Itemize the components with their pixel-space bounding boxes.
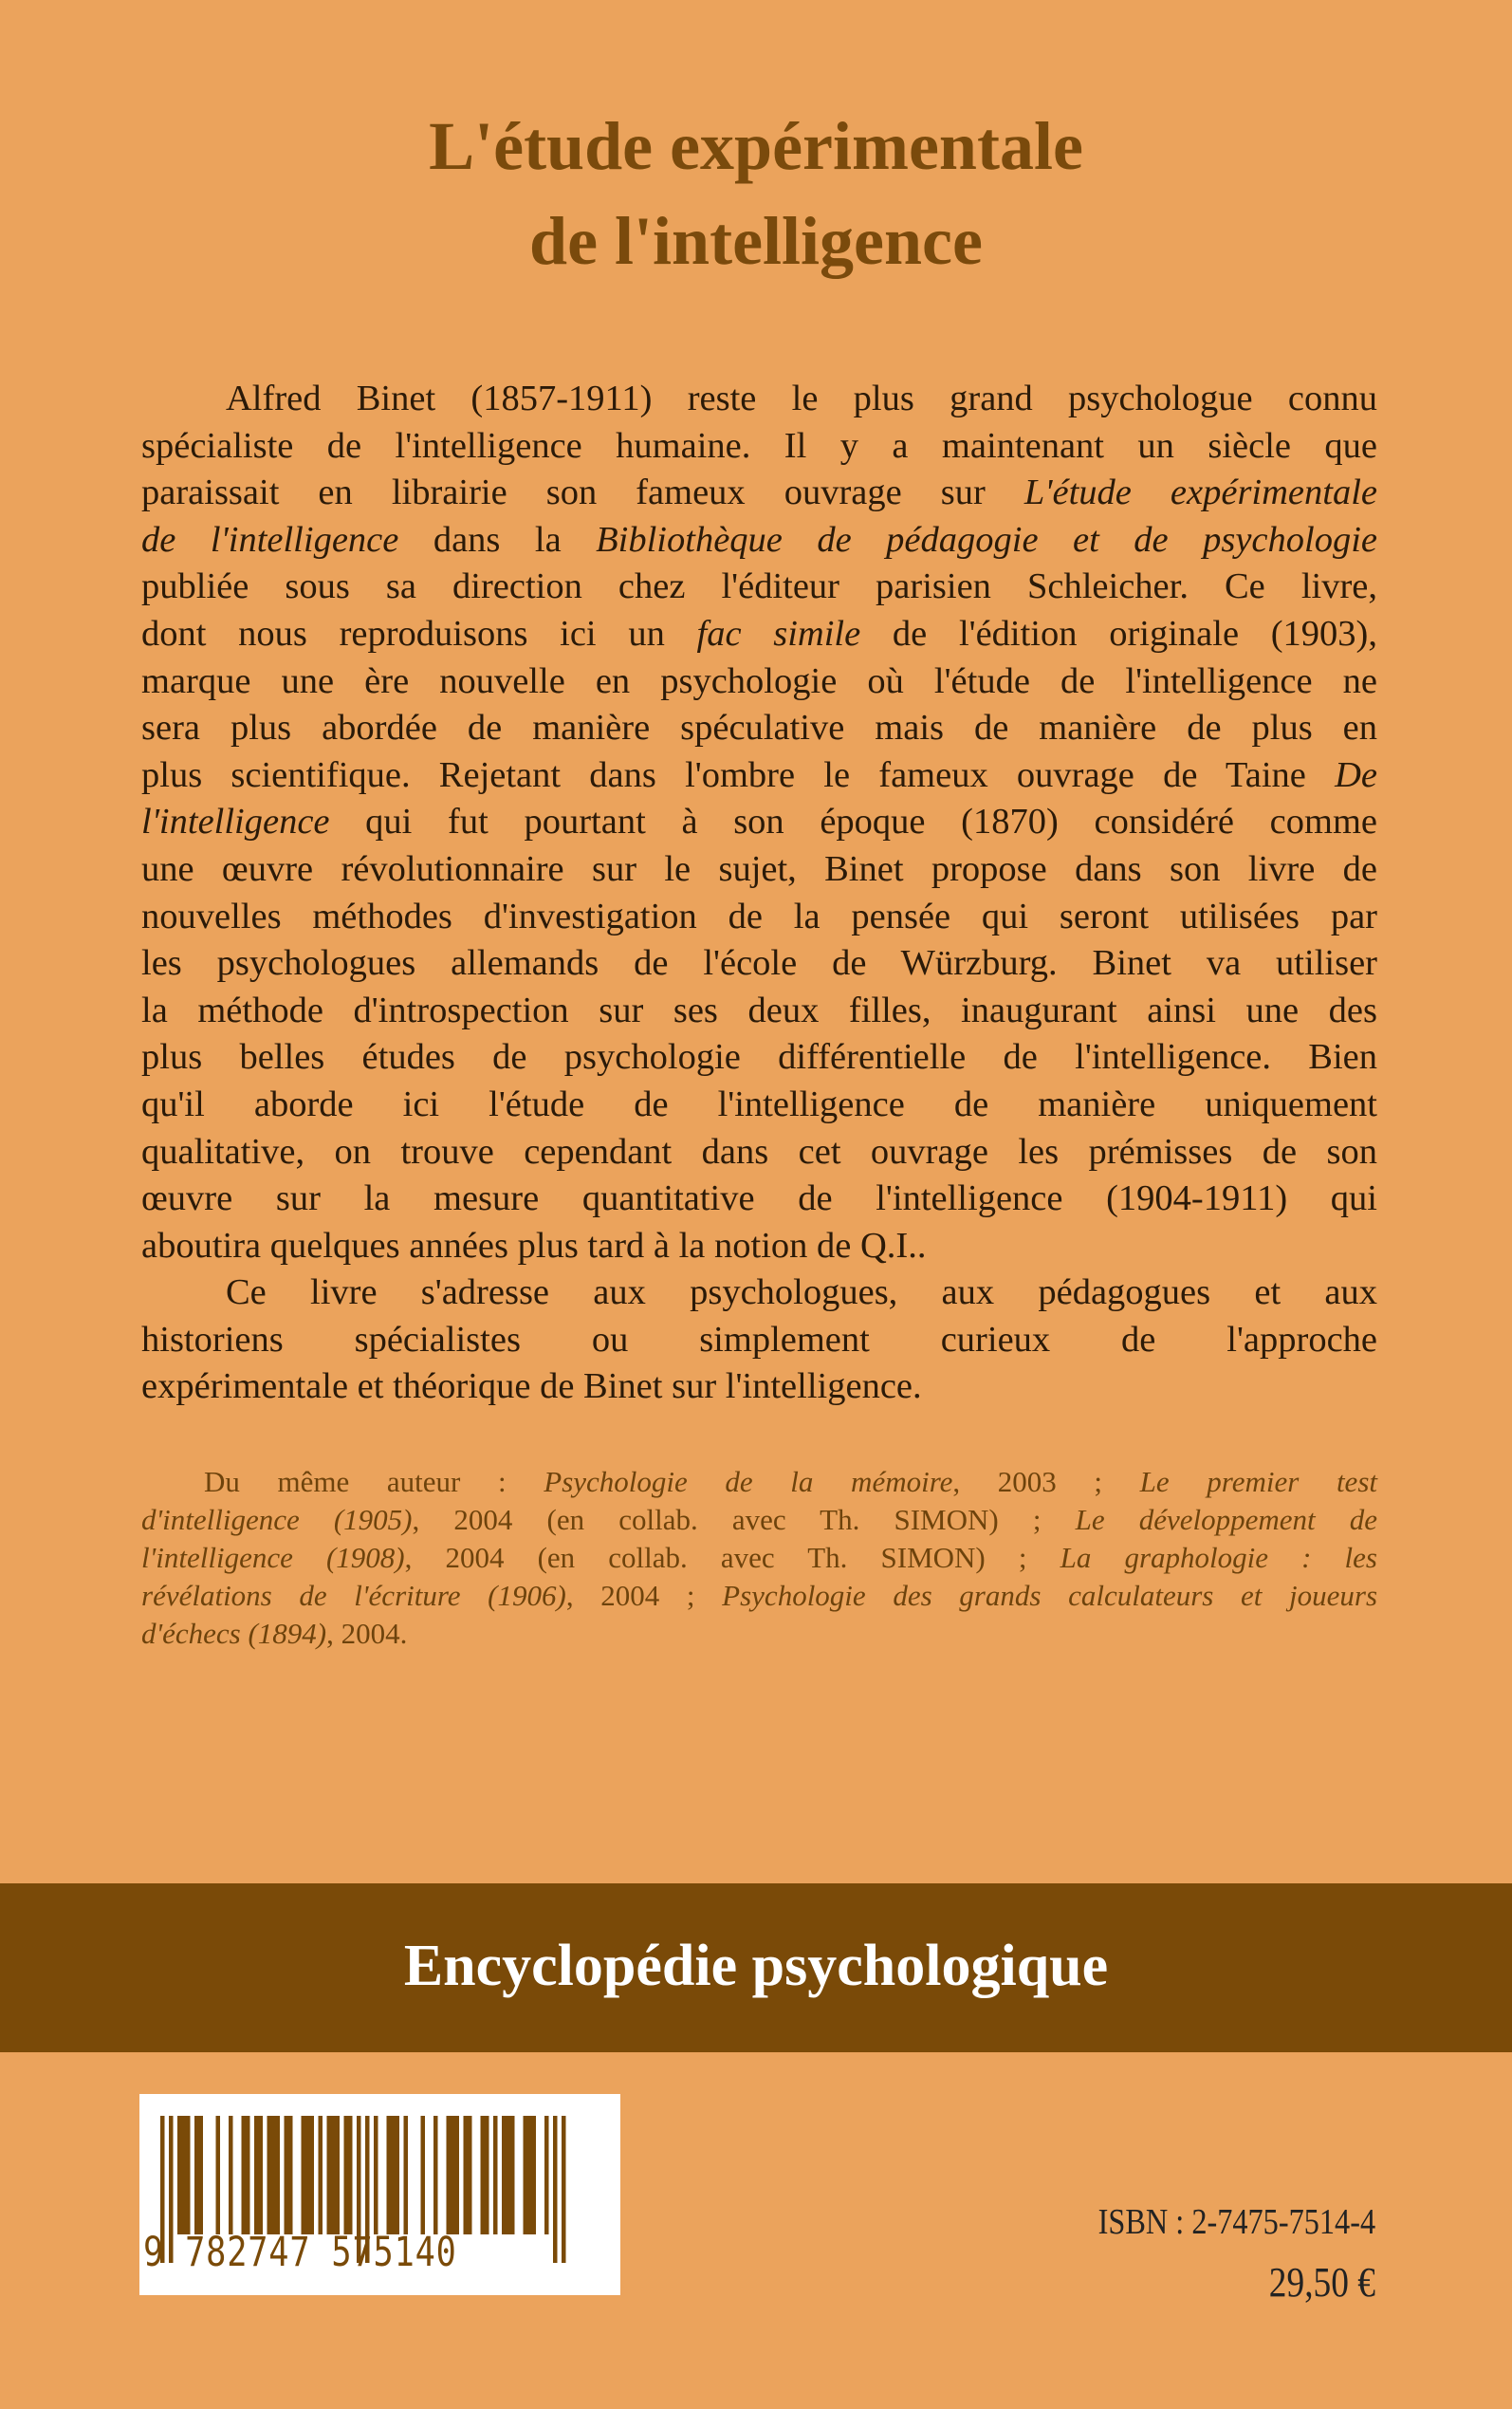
barcode-bar — [199, 2116, 204, 2234]
barcode-bar — [186, 2116, 191, 2234]
italic-text: Psychologie de la mémoire — [544, 1465, 953, 1498]
text-segment: qui fut pourtant à son époque (1870) considéré comme — [329, 802, 1377, 843]
barcode-bar — [451, 2116, 455, 2234]
text-line — [141, 846, 1377, 894]
text-line — [141, 1223, 1377, 1270]
italic-text: Psychologie des grands calculateurs et joueurs — [722, 1579, 1378, 1612]
barcode-bar — [544, 2116, 549, 2234]
barcode-bar — [182, 2116, 187, 2234]
text-line — [141, 1269, 1377, 1317]
text-segment: œuvre sur la mesure quantitative de l'intelligence (1904-1911) qui — [141, 1178, 1377, 1219]
italic-text: Le premier test — [1139, 1465, 1377, 1498]
barcode-bar — [259, 2116, 264, 2234]
book-title-line-1: L'étude expérimentale — [429, 108, 1083, 184]
text-line — [141, 1034, 1377, 1082]
barcode-bar — [246, 2116, 250, 2234]
text-line — [141, 894, 1377, 941]
series-name: Encyclopédie psychologique — [403, 1934, 1109, 1998]
barcode-bar — [493, 2116, 498, 2234]
text-segment: de l'édition originale (1903), — [860, 613, 1377, 654]
text-segment: , 2004 (en collab. avec Th. SIMON) ; — [404, 1541, 1060, 1574]
text-line — [141, 658, 1377, 706]
text-segment: la méthode d'introspection sur ses deux filles, inaugurant ainsi une des — [141, 990, 1377, 1030]
text-line — [141, 1577, 1377, 1615]
text-line — [141, 752, 1377, 800]
italic-text: fac simile — [696, 613, 861, 654]
text-segment: qu'il aborde ici l'étude de l'intelligence de manière uniquement — [141, 1084, 1377, 1124]
barcode-bar — [455, 2116, 460, 2234]
text-segment: Du même auteur : — [204, 1465, 544, 1498]
text-line — [141, 799, 1377, 846]
barcode-bar — [276, 2116, 281, 2234]
text-segment: plus scientifique. Rejetant dans l'ombre le fameux ouvrage de Taine — [141, 754, 1336, 795]
text-line — [141, 423, 1377, 471]
text-line — [141, 517, 1377, 565]
text-segment: une œuvre révolutionnaire sur le sujet, Binet propose dans son livre de — [141, 848, 1377, 889]
text-segment: Alfred Binet (1857-1911) reste le plus grand psychologue connu — [226, 379, 1377, 418]
barcode-bar — [177, 2116, 182, 2234]
series-banner — [0, 1883, 1512, 2052]
text-segment: nouvelles méthodes d'investigation de la pensée qui seront utilisées par — [141, 896, 1377, 936]
text-line — [141, 1082, 1377, 1129]
barcode-bar — [433, 2116, 438, 2234]
italic-text: l'intelligence — [141, 802, 330, 843]
barcode-bar — [391, 2116, 396, 2234]
barcode-bar — [271, 2116, 276, 2234]
barcode-bar — [288, 2116, 293, 2234]
italic-text: l'intelligence (1908) — [141, 1541, 405, 1574]
barcode-bar — [485, 2116, 489, 2234]
italic-text: Bibliothèque de pédagogie et de psychologie — [596, 519, 1377, 560]
barcode-bar — [553, 2116, 558, 2263]
italic-text: d'intelligence (1905) — [141, 1503, 413, 1536]
text-line — [141, 1539, 1377, 1577]
text-segment: paraissait en librairie son fameux ouvrage sur — [141, 473, 1024, 513]
price: 29,50 € — [1268, 2259, 1375, 2306]
text-line — [141, 988, 1377, 1035]
text-line — [141, 1317, 1377, 1364]
italic-text: L'étude expérimentale — [1023, 473, 1378, 513]
text-segment: Ce livre s'adresse aux psychologues, aux pédagogues et aux — [226, 1272, 1377, 1313]
barcode-bar — [242, 2116, 247, 2234]
barcode-bar — [421, 2116, 426, 2234]
barcode-bar — [464, 2116, 469, 2234]
italic-text: De — [1335, 754, 1377, 795]
text-line — [141, 564, 1377, 611]
barcode-bar — [319, 2116, 323, 2234]
text-segment: dans la — [398, 519, 597, 560]
barcode-bar — [532, 2116, 537, 2234]
text-segment: , 2004 ; — [565, 1579, 723, 1612]
text-segment: , 2004 (en collab. avec Th. SIMON) ; — [412, 1503, 1076, 1536]
barcode-bar — [336, 2116, 341, 2234]
barcode-digits: 9 782747 575140 — [143, 2229, 457, 2276]
barcode-bar — [344, 2116, 349, 2234]
barcode-bar — [396, 2116, 400, 2234]
barcode-bar — [229, 2116, 233, 2234]
text-segment: historiens spécialistes ou simplement curieux de l'approche — [141, 1319, 1377, 1360]
text-line — [141, 1501, 1377, 1539]
italic-text: La graphologie : les — [1060, 1541, 1377, 1574]
barcode-bar — [305, 2116, 310, 2234]
barcode-bar — [404, 2116, 409, 2234]
barcode-bar — [194, 2116, 199, 2234]
text-line — [141, 470, 1377, 517]
barcode-bar — [562, 2116, 566, 2263]
text-segment: qualitative, on trouve cependant dans cet ouvrage les prémisses de son — [141, 1131, 1377, 1172]
italic-text: Le développement de — [1075, 1503, 1377, 1536]
text-segment: plus belles études de psychologie différentielle de l'intelligence. Bien — [141, 1037, 1377, 1078]
text-segment: , 2004. — [326, 1617, 408, 1650]
text-segment: les psychologues allemands de l'école de Würzburg. Binet va utiliser — [141, 943, 1377, 984]
barcode-bar — [502, 2116, 507, 2234]
barcode-bar — [348, 2116, 353, 2234]
text-line — [141, 376, 1377, 423]
text-segment: expérimentale et théorique de Binet sur l'intelligence. — [141, 1366, 922, 1407]
barcode-bar — [374, 2116, 378, 2234]
text-line — [141, 611, 1377, 658]
barcode-bar — [302, 2116, 306, 2234]
barcode-bar — [310, 2116, 315, 2234]
barcode-bar — [387, 2116, 392, 2234]
barcode-bar — [331, 2116, 336, 2234]
barcode-bar — [481, 2116, 486, 2234]
text-line — [141, 1129, 1377, 1177]
italic-text: d'échecs (1894) — [141, 1617, 327, 1650]
text-segment: publiée sous sa direction chez l'éditeur parisien Schleicher. Ce livre, — [141, 566, 1377, 607]
text-line — [141, 1615, 1377, 1653]
barcode-bar — [267, 2116, 272, 2234]
text-line — [141, 705, 1377, 752]
book-title-line-2: de l'intelligence — [529, 203, 983, 279]
text-line — [141, 940, 1377, 988]
barcode-bar — [254, 2116, 259, 2234]
description-text — [141, 376, 1377, 1411]
italic-text: révélations de l'écriture (1906) — [141, 1579, 566, 1612]
text-segment: sera plus abordée de manière spéculative mais de manière de plus en — [141, 708, 1377, 749]
barcode — [139, 2094, 620, 2295]
barcode-bar — [216, 2116, 221, 2234]
text-segment: dont nous reproduisons ici un — [141, 613, 697, 654]
barcode-bar — [524, 2116, 528, 2234]
text-line — [141, 1463, 1377, 1501]
barcode-bar — [327, 2116, 332, 2234]
text-segment: aboutira quelques années plus tard à la notion de Q.I.. — [141, 1225, 927, 1266]
text-segment: marque une ère nouvelle en psychologie où l'étude de l'intelligence ne — [141, 660, 1377, 701]
barcode-bar — [510, 2116, 515, 2234]
italic-text: de l'intelligence — [141, 519, 399, 560]
barcode-bar — [527, 2116, 532, 2234]
barcode-bar — [468, 2116, 472, 2234]
barcode-bar — [507, 2116, 511, 2234]
text-segment: spécialiste de l'intelligence humaine. Il y a maintenant un siècle que — [141, 425, 1377, 466]
barcode-bar — [285, 2116, 289, 2234]
barcode-bar — [447, 2116, 452, 2234]
isbn: ISBN : 2-7475-7514-4 — [1097, 2202, 1375, 2242]
text-line — [141, 1363, 1377, 1411]
other-works-note — [141, 1463, 1377, 1653]
text-line — [141, 1176, 1377, 1223]
text-segment: , 2003 ; — [952, 1465, 1140, 1498]
